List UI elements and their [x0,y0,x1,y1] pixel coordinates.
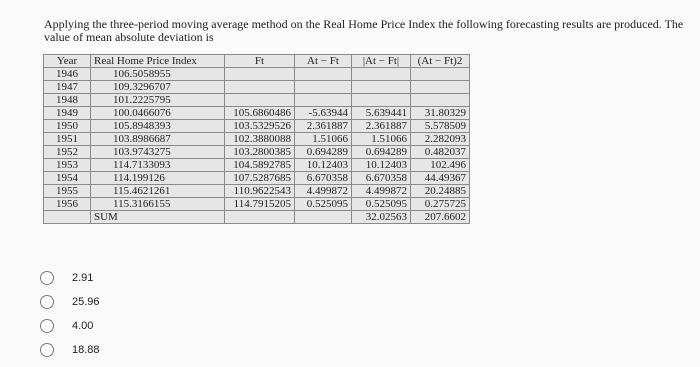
sum-cell [295,211,352,224]
table-row [44,81,470,94]
question-text: Applying the three-period moving average method on the Real Home Price Index the following forecasting results are produced. The value of mean absolute deviation is [44,17,684,44]
cell-error: 0.694289 [295,146,352,159]
cell-year: 1947 [44,81,91,94]
cell-price-index: 115.4621261 [91,185,225,198]
cell-abs-error: 0.525095 [352,198,411,211]
cell-error: 6.670358 [295,172,352,185]
cell-forecast: 104.5892785 [225,159,295,172]
cell-year: 1946 [44,68,91,81]
cell-year: 1953 [44,159,91,172]
cell-sq-error [411,94,470,107]
sum-cell: 207.6602 [411,211,470,224]
cell-forecast [225,81,295,94]
radio-button[interactable] [40,271,54,285]
option-4[interactable] [40,338,100,362]
option-label: 18.88 [72,344,100,356]
header-abs-error: |At − Ft| [352,55,411,68]
header-error: At − Ft [295,55,352,68]
cell-forecast: 110.9622543 [225,185,295,198]
cell-abs-error: 2.361887 [352,120,411,133]
radio-button[interactable] [40,343,54,357]
cell-error [295,68,352,81]
option-label: 2.91 [72,272,94,284]
forecast-table-container [43,54,470,224]
table-row [44,185,470,198]
table-row [44,94,470,107]
cell-forecast [225,68,295,81]
cell-price-index: 103.9743275 [91,146,225,159]
option-3[interactable] [40,314,100,338]
table-row [44,120,470,133]
cell-sq-error: 5.578509 [411,120,470,133]
cell-abs-error: 0.694289 [352,146,411,159]
header-forecast: Ft [225,55,295,68]
cell-year: 1954 [44,172,91,185]
cell-year: 1952 [44,146,91,159]
cell-error: 4.499872 [295,185,352,198]
cell-forecast: 103.2800385 [225,146,295,159]
cell-year: 1950 [44,120,91,133]
cell-sq-error: 20.24885 [411,185,470,198]
cell-price-index: 103.8986687 [91,133,225,146]
cell-price-index: 101.2225795 [91,94,225,107]
cell-abs-error [352,68,411,81]
header-sq-error: (At − Ft)2 [411,55,470,68]
cell-error [295,94,352,107]
cell-abs-error [352,94,411,107]
cell-forecast: 114.7915205 [225,198,295,211]
cell-year: 1951 [44,133,91,146]
cell-sq-error: 2.282093 [411,133,470,146]
table-row [44,68,470,81]
table-row [44,159,470,172]
cell-abs-error: 4.499872 [352,185,411,198]
option-1[interactable] [40,266,100,290]
cell-abs-error [352,81,411,94]
cell-error: 10.12403 [295,159,352,172]
cell-price-index: 105.8948393 [91,120,225,133]
cell-abs-error: 5.639441 [352,107,411,120]
cell-error [295,81,352,94]
table-sum-row [44,211,470,224]
option-label: 25.96 [72,296,100,308]
cell-abs-error: 10.12403 [352,159,411,172]
radio-button[interactable] [40,319,54,333]
table-row [44,146,470,159]
cell-sq-error: 0.482037 [411,146,470,159]
option-2[interactable] [40,290,100,314]
cell-error: 2.361887 [295,120,352,133]
answer-options [40,266,100,362]
table-row [44,172,470,185]
cell-sq-error [411,81,470,94]
sum-cell [44,211,91,224]
table-row [44,198,470,211]
cell-price-index: 109.3296707 [91,81,225,94]
cell-price-index: 114.7133093 [91,159,225,172]
table-row [44,107,470,120]
header-price-index: Real Home Price Index [91,55,225,68]
cell-forecast: 102.3880088 [225,133,295,146]
table-header-row [44,55,470,68]
cell-forecast [225,94,295,107]
sum-label: SUM [91,211,225,224]
cell-forecast: 107.5287685 [225,172,295,185]
cell-sq-error: 102.496 [411,159,470,172]
cell-price-index: 115.3166155 [91,198,225,211]
cell-price-index: 114.199126 [91,172,225,185]
cell-year: 1956 [44,198,91,211]
cell-error: 0.525095 [295,198,352,211]
cell-abs-error: 1.51066 [352,133,411,146]
cell-sq-error: 44.49367 [411,172,470,185]
sum-cell: 32.02563 [352,211,411,224]
option-label: 4.00 [72,320,94,332]
cell-abs-error: 6.670358 [352,172,411,185]
radio-button[interactable] [40,295,54,309]
cell-sq-error [411,68,470,81]
cell-year: 1955 [44,185,91,198]
cell-error: -5.63944 [295,107,352,120]
sum-cell [225,211,295,224]
forecast-table [43,54,470,224]
cell-price-index: 106.5058955 [91,68,225,81]
header-year: Year [44,55,91,68]
cell-sq-error: 31.80329 [411,107,470,120]
cell-error: 1.51066 [295,133,352,146]
cell-year: 1948 [44,94,91,107]
cell-price-index: 100.0466076 [91,107,225,120]
cell-sq-error: 0.275725 [411,198,470,211]
cell-year: 1949 [44,107,91,120]
cell-forecast: 105.6860486 [225,107,295,120]
table-row [44,133,470,146]
cell-forecast: 103.5329526 [225,120,295,133]
